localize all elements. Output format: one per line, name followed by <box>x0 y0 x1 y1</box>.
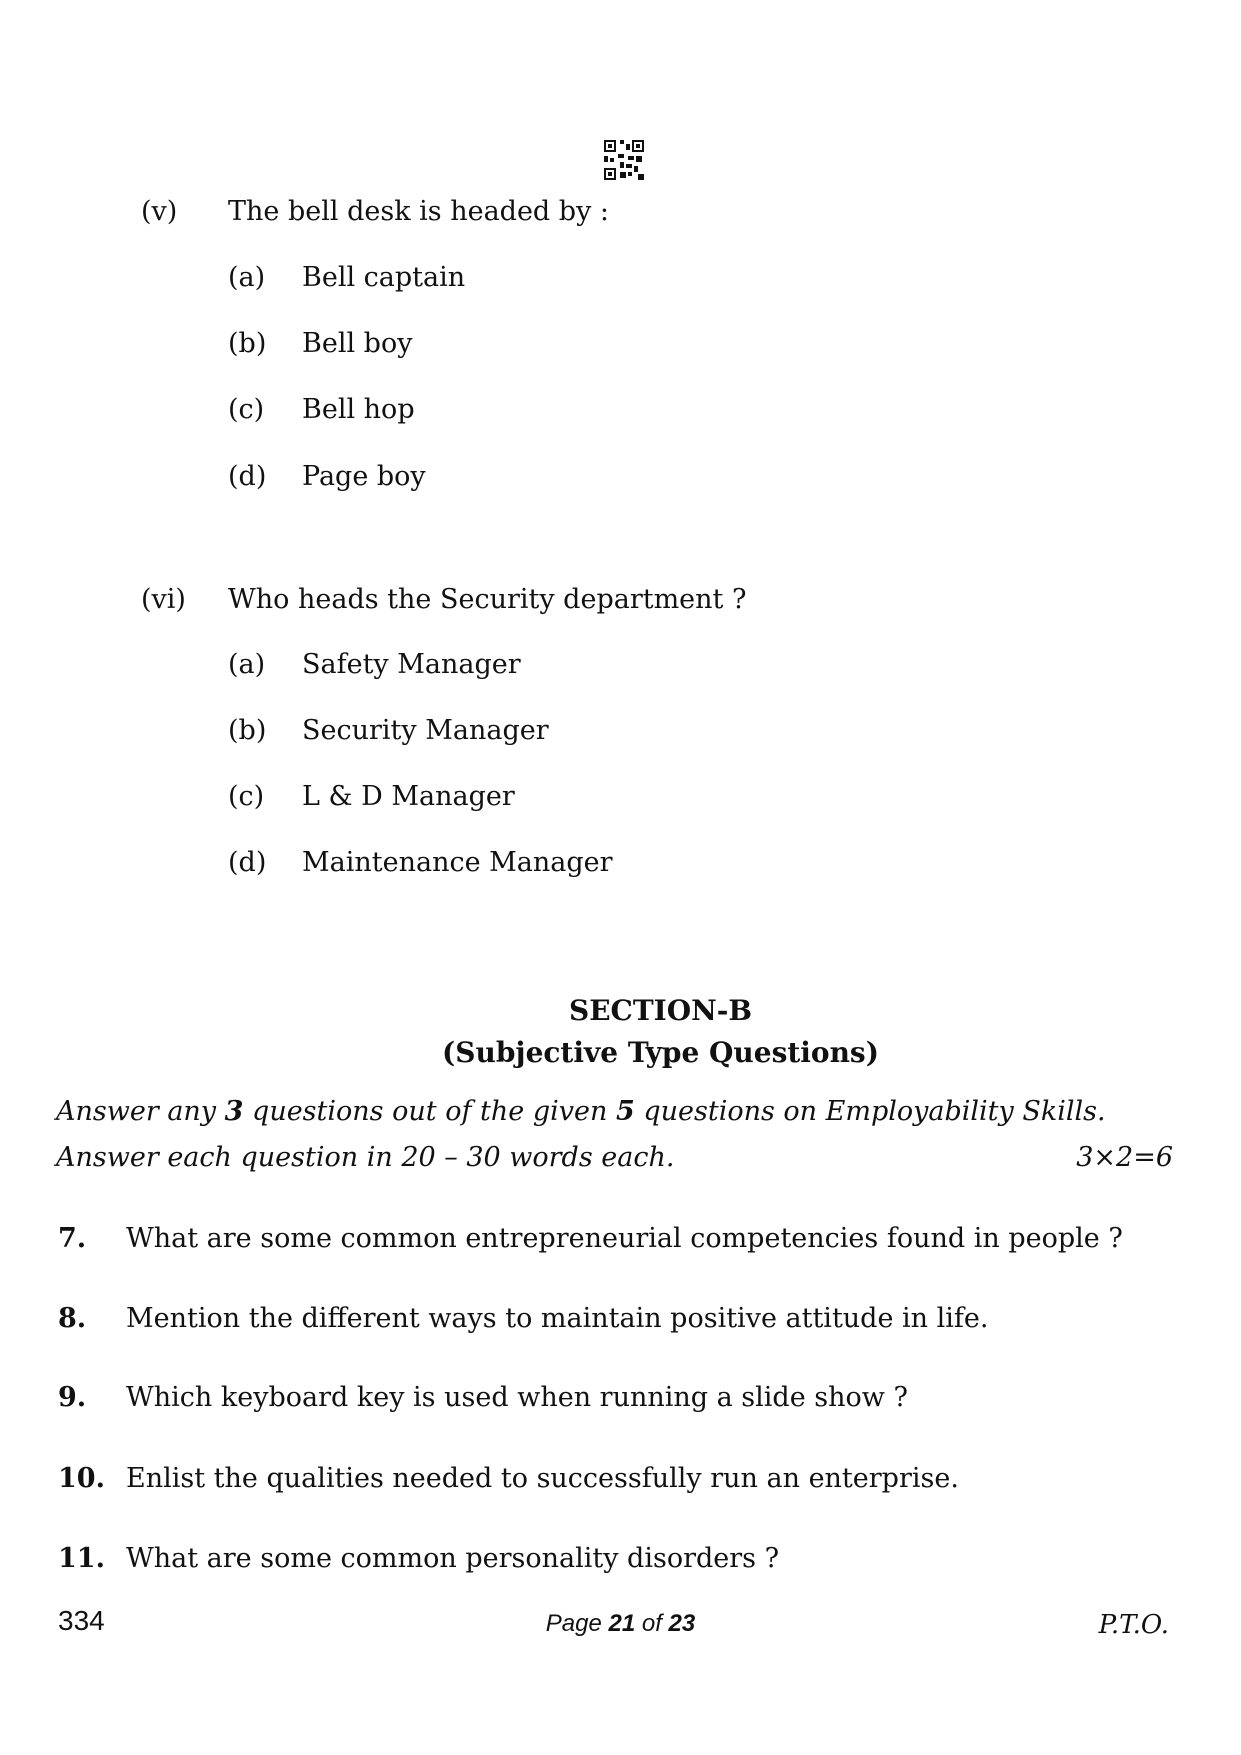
option-text: Maintenance Manager <box>302 847 613 878</box>
question-text: Mention the different ways to maintain positive attitude in life. <box>126 1303 989 1334</box>
option-label: (c) <box>228 394 265 425</box>
option-text: Safety Manager <box>302 649 521 680</box>
option-text: Security Manager <box>302 715 549 746</box>
option-text: Bell boy <box>302 328 413 359</box>
question-text: Which keyboard key is used when running a slide show ? <box>126 1382 908 1413</box>
question-text: What are some common entrepreneurial competencies found in people ? <box>126 1223 1123 1254</box>
option-label: (d) <box>228 847 267 878</box>
option-text: L & D Manager <box>302 781 515 812</box>
section-subtitle: (Subjective Type Questions) <box>442 1036 879 1069</box>
question-text: The bell desk is headed by : <box>228 196 610 227</box>
paper-code: 334 <box>58 1605 105 1636</box>
option-text: Page boy <box>302 461 426 492</box>
question-text: Who heads the Security department ? <box>228 584 747 615</box>
question-text: Enlist the qualities needed to successfully run an enterprise. <box>126 1463 959 1494</box>
question-number: 10. <box>58 1463 105 1494</box>
option-label: (c) <box>228 781 265 812</box>
question-text: What are some common personality disorders ? <box>126 1543 780 1574</box>
pto-label: P.T.O. <box>1098 1610 1169 1640</box>
question-number: (v) <box>141 196 178 227</box>
section-marks: 3×2=6 <box>1076 1142 1173 1173</box>
question-number: (vi) <box>141 584 186 615</box>
option-label: (d) <box>228 461 267 492</box>
option-text: Bell hop <box>302 394 415 425</box>
question-number: 8. <box>58 1303 87 1334</box>
question-number: 11. <box>58 1543 105 1574</box>
section-instruction-line2: Answer each question in 20 – 30 words each. <box>56 1142 675 1173</box>
qr-code-icon <box>604 140 644 180</box>
option-label: (a) <box>228 262 266 293</box>
option-text: Bell captain <box>302 262 466 293</box>
question-number: 9. <box>58 1382 87 1413</box>
page-number: Page 21 of 23 <box>545 1610 696 1637</box>
section-title: SECTION-B <box>568 994 753 1027</box>
option-label: (a) <box>228 649 266 680</box>
option-label: (b) <box>228 328 267 359</box>
option-label: (b) <box>228 715 267 746</box>
section-instruction: Answer any 3 questions out of the given 5 questions on Employability Skills. <box>56 1096 1106 1127</box>
question-number: 7. <box>58 1223 87 1254</box>
